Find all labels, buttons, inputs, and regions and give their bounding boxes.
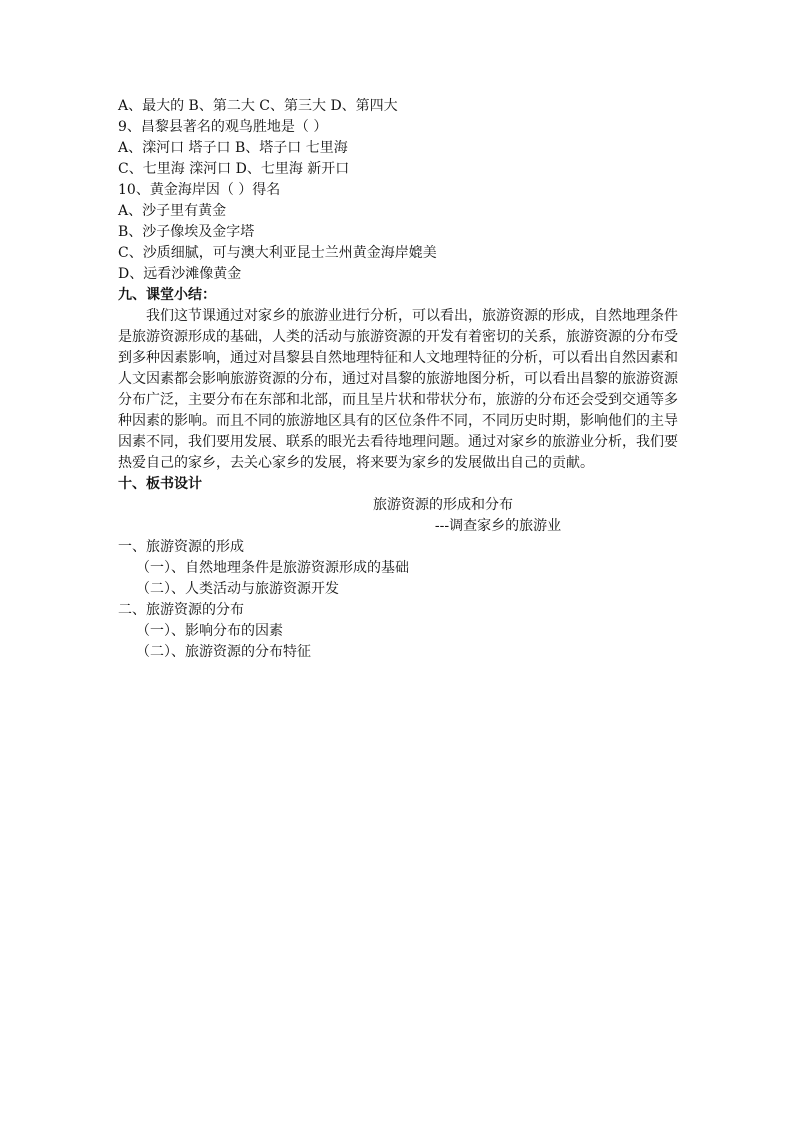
q10-option-c: C、沙质细腻，可与澳大利亚昆士兰州黄金海岸媲美 xyxy=(118,245,437,261)
board-section-1: 一、旅游资源的形成 xyxy=(118,539,244,555)
q10-question: 10、黄金海岸因（ ）得名 xyxy=(118,182,281,198)
board-title: 旅游资源的形成和分布 xyxy=(373,497,513,513)
document-body xyxy=(118,96,678,663)
q10-option-d: D、远看沙滩像黄金 xyxy=(118,266,242,282)
q10-option-a: A、沙子里有黄金 xyxy=(118,203,227,219)
q9-question: 9、昌黎县著名的观鸟胜地是（ ） xyxy=(118,119,328,135)
q9-options-cd: C、七里海 滦河口 D、七里海 新开口 xyxy=(118,161,350,177)
q10-option-b: B、沙子像埃及金字塔 xyxy=(118,224,255,240)
board-section-2-item-2: （二）、旅游资源的分布特征 xyxy=(136,644,311,660)
summary-heading: 九、课堂小结： xyxy=(118,287,216,303)
summary-paragraph: 我们这节课通过对家乡的旅游业进行分析，可以看出，旅游资源的形成，自然地理条件是旅游资源形成的基础，人类的活动与旅游资源的开发有着密切的关系，旅游资源的分布受到多种因素影响，通过对昌黎县自然地理特征和人文地理特征的分析，可以看出自然因素和人文因素都会影响旅游资源的分布，通过对昌黎的旅游地图分析，可以看出昌黎的旅游资源分布广泛，主要分布在东部和北部，而且呈片状和带状分布，旅游的分布还会受到交通等多种因素的影响。而且不同的旅游地区具有的区位条件不同，不同历史时期，影响他们的主导因素不同，我们要用发展、联系的眼光去看待地理问题。通过对家乡的旅游业分析，我们要热爱自己的家乡，去关心家乡的发展，将来要为家乡的发展做出自己的贡献。 xyxy=(118,308,678,471)
board-section-1-item-2: （二）、人类活动与旅游资源开发 xyxy=(136,581,339,597)
board-section-1-item-1: （一）、自然地理条件是旅游资源形成的基础 xyxy=(136,560,409,576)
board-heading: 十、板书设计 xyxy=(118,476,202,492)
board-subtitle: ---调查家乡的旅游业 xyxy=(434,518,562,534)
q8-options: A、最大的 B、第二大 C、第三大 D、第四大 xyxy=(118,98,398,114)
board-section-2: 二、旅游资源的分布 xyxy=(118,602,244,618)
board-section-2-item-1: （一）、影响分布的因素 xyxy=(136,623,283,639)
q9-options-ab: A、滦河口 塔子口 B、塔子口 七里海 xyxy=(118,140,348,156)
